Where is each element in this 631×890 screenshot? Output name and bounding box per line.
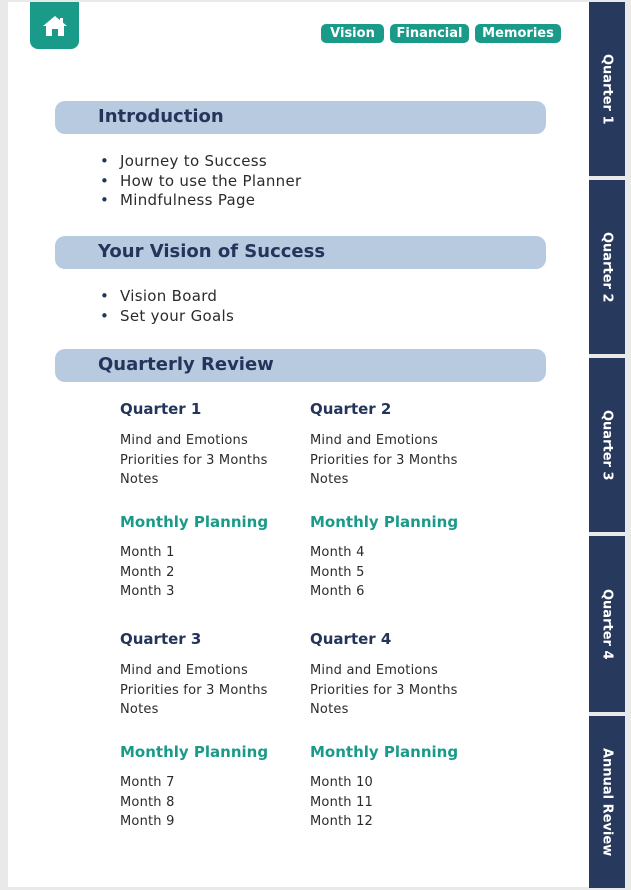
quarter-1-planning-heading: Monthly Planning [120,513,269,531]
side-tab-quarter-1[interactable]: Quarter 1 [589,2,625,176]
quarter-2-planning-heading: Monthly Planning [310,513,459,531]
tab-financial[interactable]: Financial [390,24,469,43]
top-nav [321,24,561,43]
list-item[interactable]: Mind and Emotions [310,663,438,678]
quarter-3-planning-heading: Monthly Planning [120,743,269,761]
introduction-list [100,152,301,211]
list-item[interactable]: Mind and Emotions [120,433,248,448]
list-item[interactable]: • Vision Board [100,287,218,305]
month-link[interactable]: Month 11 [310,794,374,810]
month-link[interactable]: Month 9 [120,814,175,829]
tab-memories[interactable]: Memories [475,24,561,43]
list-item[interactable]: Priorities for 3 Months [310,682,458,698]
quarter-4-planning-heading: Monthly Planning [310,743,459,761]
month-link[interactable]: Month 2 [120,564,175,580]
list-item[interactable]: • Journey to Success [100,152,267,170]
bullet-icon: • [100,306,110,325]
vision-list [100,287,234,326]
quarter-2-months [310,543,365,602]
list-item[interactable]: Notes [120,702,159,717]
introduction-header[interactable] [55,101,546,134]
introduction-title: Introduction [98,106,224,127]
vision-title: Your Vision of Success [98,241,326,262]
list-item[interactable]: Notes [120,472,159,487]
quarter-3-list [120,661,268,720]
month-link[interactable]: Month 5 [310,564,365,580]
quarter-1-heading[interactable]: Quarter 1 [120,400,202,418]
list-item[interactable]: Priorities for 3 Months [120,452,268,468]
quarter-2-list [310,431,458,490]
side-tab-quarter-2[interactable]: Quarter 2 [589,180,625,354]
list-item[interactable]: Mind and Emotions [120,663,248,678]
list-item[interactable]: • Set your Goals [100,306,235,325]
month-link[interactable]: Month 1 [120,545,175,560]
bullet-icon: • [100,171,110,190]
home-button[interactable] [30,2,79,49]
month-link[interactable]: Month 3 [120,584,175,599]
month-link[interactable]: Month 7 [120,775,175,790]
month-link[interactable]: Month 4 [310,545,365,560]
quarter-2-heading[interactable]: Quarter 2 [310,400,392,418]
quarterly-review-title: Quarterly Review [98,354,274,375]
bullet-icon: • [100,152,110,170]
quarter-4-list [310,661,458,720]
list-item[interactable]: Notes [310,702,349,717]
month-link[interactable]: Month 10 [310,775,374,790]
bullet-icon: • [100,191,110,209]
planner-page [8,2,589,887]
quarter-3-months [120,773,175,832]
month-link[interactable]: Month 6 [310,584,365,599]
month-link[interactable]: Month 8 [120,794,175,810]
list-item[interactable]: • How to use the Planner [100,171,302,190]
quarter-1-list [120,431,268,490]
bullet-icon: • [100,287,110,305]
list-item[interactable]: Priorities for 3 Months [310,452,458,468]
tab-vision[interactable]: Vision [321,24,384,43]
vision-header[interactable] [55,236,546,269]
month-link[interactable]: Month 12 [310,814,374,829]
side-tab-quarter-4[interactable]: Quarter 4 [589,536,625,712]
quarter-1-months [120,543,175,602]
home-icon [42,14,68,38]
list-item[interactable]: • Mindfulness Page [100,191,256,209]
quarterly-review-header[interactable] [55,349,546,382]
side-tab-annual-review[interactable]: Annual Review [589,716,625,888]
quarter-3-heading[interactable]: Quarter 3 [120,630,202,648]
quarter-4-months [310,773,373,832]
list-item[interactable]: Priorities for 3 Months [120,682,268,698]
list-item[interactable]: Mind and Emotions [310,433,438,448]
side-tab-quarter-3[interactable]: Quarter 3 [589,358,625,532]
quarter-4-heading[interactable]: Quarter 4 [310,630,392,648]
list-item[interactable]: Notes [310,472,349,487]
